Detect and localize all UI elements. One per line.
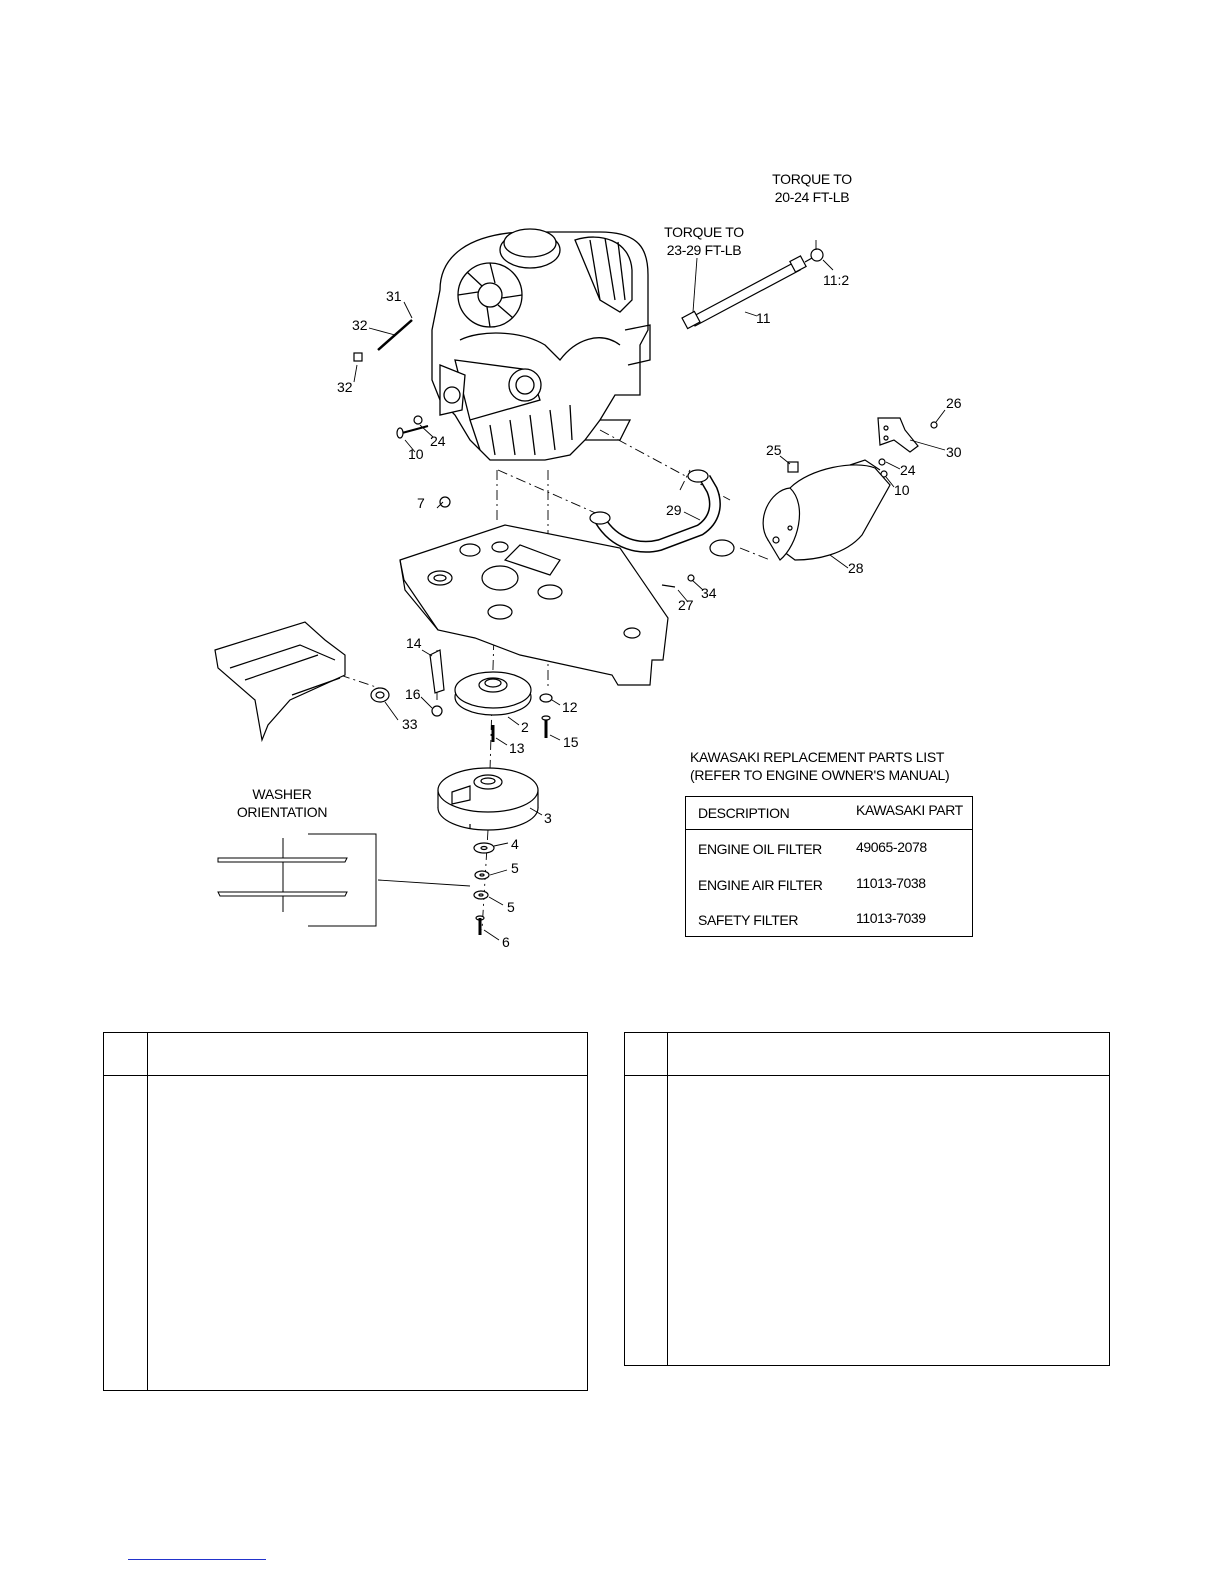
callout-10: 10 (894, 482, 910, 498)
callout-3: 3 (544, 810, 552, 826)
callout-34: 34 (701, 585, 717, 601)
row-description: ENGINE AIR FILTER (698, 877, 823, 893)
row-description: SAFETY FILTER (698, 912, 799, 928)
muffler (763, 460, 890, 560)
parts-list-right-column-divider (667, 1033, 668, 1365)
parts-list-right-header-divider (625, 1075, 1109, 1076)
callout-15: 15 (563, 734, 579, 750)
parts-list-left (103, 1032, 588, 1391)
callout-26: 26 (946, 395, 962, 411)
kawasaki-list-title (690, 748, 949, 784)
parts-list-left-column-divider (147, 1033, 148, 1390)
callout-31: 31 (386, 288, 402, 304)
callout-24: 24 (900, 462, 916, 478)
callout-11: 11 (756, 310, 771, 326)
callout-32: 32 (352, 317, 368, 333)
row-part-number: 11013-7039 (856, 910, 926, 926)
washer-orientation-line2: ORIENTATION (236, 804, 328, 820)
callout-30: 30 (946, 444, 962, 460)
washer-bolt-right (540, 694, 552, 738)
callout-12: 12 (562, 699, 578, 715)
parts-list-right (624, 1032, 1110, 1366)
torque-note-mid-line2: 23-29 FT-LB (666, 242, 742, 258)
torque-note-top-line2: 20-24 FT-LB (774, 189, 850, 205)
engine-drawing (432, 229, 650, 460)
fuel-line (682, 249, 823, 329)
callout-32: 32 (337, 379, 353, 395)
callout-7: 7 (417, 495, 425, 511)
row-part-number: 49065-2078 (856, 839, 927, 855)
clutch (438, 768, 538, 830)
callout-29: 29 (666, 502, 682, 518)
callout-11-2: 11:2 (823, 272, 850, 288)
kawasaki-title-line2: (REFER TO ENGINE OWNER'S MANUAL) (690, 767, 950, 783)
callout-14: 14 (406, 635, 422, 651)
torque-note-top (760, 170, 864, 206)
callout-16: 16 (405, 686, 421, 702)
idler-bracket (430, 650, 444, 716)
parts-list-left-header-divider (104, 1075, 587, 1076)
callout-10: 10 (408, 446, 424, 462)
callout-25: 25 (766, 442, 782, 458)
torque-note-mid (652, 223, 756, 259)
pulley (455, 672, 531, 742)
washer-orientation-detail (218, 834, 376, 926)
row-part-number: 11013-7038 (856, 875, 926, 891)
callout-33: 33 (402, 716, 418, 732)
row-description: ENGINE OIL FILTER (698, 841, 822, 857)
fasteners-left (352, 317, 428, 438)
callout-5: 5 (511, 860, 519, 876)
left-bracket (215, 622, 389, 740)
header-description: DESCRIPTION (698, 805, 790, 821)
callout-24: 24 (430, 433, 446, 449)
washer-stack (378, 843, 494, 935)
footer-link-underline[interactable] (128, 1559, 266, 1560)
callout-6: 6 (502, 934, 510, 950)
kawasaki-parts-table (685, 796, 973, 937)
callout-28: 28 (848, 560, 864, 576)
callout-13: 13 (509, 740, 525, 756)
callout-4: 4 (511, 836, 519, 852)
callout-2: 2 (521, 719, 529, 735)
washer-orientation-label (222, 785, 342, 821)
callout-27: 27 (678, 597, 694, 613)
torque-note-top-line1: TORQUE TO (772, 171, 852, 187)
torque-note-mid-line1: TORQUE TO (664, 224, 744, 240)
washer-orientation-line1: WASHER (252, 786, 312, 802)
kawasaki-title-line1: KAWASAKI REPLACEMENT PARTS LIST (690, 749, 945, 765)
header-kawasaki-part: KAWASAKI PART (856, 802, 963, 818)
callout-5: 5 (507, 899, 515, 915)
